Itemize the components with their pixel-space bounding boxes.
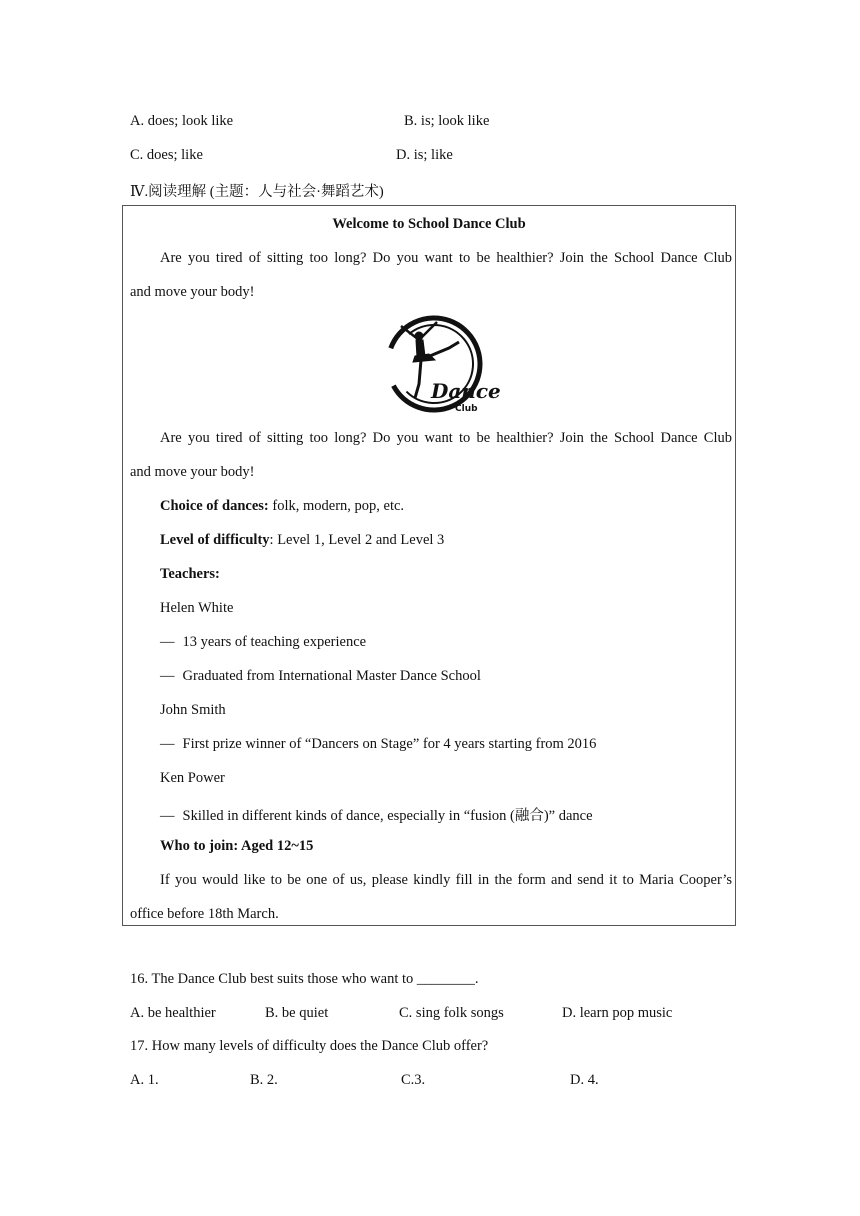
dash: —: [160, 736, 175, 752]
teacher-3-name: Ken Power: [160, 770, 225, 786]
closing-line-2: office before 18th March.: [130, 906, 279, 922]
dash: —: [160, 634, 175, 650]
dance-club-logo: [379, 314, 501, 418]
question-16-option-d: D. learn pop music: [562, 1005, 673, 1021]
question-16-option-c: C. sing folk songs: [399, 1005, 504, 1021]
question-16-option-b: B. be quiet: [265, 1005, 329, 1021]
teacher-3-detail-1-text: Skilled in different kinds of dance, especially in “fusion (融合)” dance: [182, 808, 593, 824]
level-label: Level of difficulty: [160, 532, 270, 548]
dash: —: [160, 808, 175, 824]
teacher-3-detail-1: [160, 804, 593, 825]
question-17-option-d: D. 4.: [570, 1072, 599, 1088]
question-17-option-b: B. 2.: [250, 1072, 278, 1088]
teacher-1-name: Helen White: [160, 600, 234, 616]
paragraph-2-line-1: Are you tired of sitting too long? Do you want to be healthier? Join the School Dance Club: [160, 430, 732, 446]
question-17-stem: 17. How many levels of difficulty does the Dance Club offer?: [130, 1038, 489, 1054]
question-17-option-a: A. 1.: [130, 1072, 159, 1088]
option-a: A. does; look like: [130, 113, 234, 129]
choice-of-dances: [160, 498, 404, 515]
question-17-option-c: C.3.: [401, 1072, 426, 1088]
paragraph-2-line-2: and move your body!: [130, 464, 255, 480]
who-to-join: Who to join: Aged 12~15: [160, 838, 314, 854]
teachers-heading: Teachers:: [160, 566, 220, 582]
teacher-1-detail-2: [160, 668, 481, 685]
teacher-1-detail-2-text: Graduated from International Master Dance School: [182, 668, 481, 684]
teacher-2-detail-1-text: First prize winner of “Dancers on Stage” for 4 years starting from 2016: [182, 736, 597, 752]
paragraph-1-line-2: and move your body!: [130, 284, 255, 300]
paragraph-1-line-1: Are you tired of sitting too long? Do you want to be healthier? Join the School Dance Club: [160, 250, 732, 266]
option-c: C. does; like: [130, 147, 203, 163]
closing-line-1: If you would like to be one of us, please kindly fill in the form and send it to Maria Cooper’s: [160, 872, 732, 888]
question-16-stem: 16. The Dance Club best suits those who want to ________.: [130, 971, 479, 987]
choice-value: folk, modern, pop, etc.: [268, 498, 405, 514]
teacher-1-detail-1: [160, 634, 366, 651]
passage-title: Welcome to School Dance Club: [332, 216, 526, 232]
option-d: D. is; like: [396, 147, 453, 163]
question-16-option-a: A. be healthier: [130, 1005, 216, 1021]
teacher-2-name: John Smith: [160, 702, 226, 718]
level-of-difficulty: [160, 532, 444, 549]
logo-text-main: Dance: [431, 379, 501, 403]
teacher-1-detail-1-text: 13 years of teaching experience: [182, 634, 367, 650]
choice-label: Choice of dances:: [160, 498, 269, 514]
section-heading: Ⅳ.阅读理解 (主题：人与社会·舞蹈艺术): [130, 184, 384, 200]
passage-box: [122, 205, 736, 926]
level-value: : Level 1, Level 2 and Level 3: [269, 532, 445, 548]
option-b: B. is; look like: [404, 113, 490, 129]
dash: —: [160, 668, 175, 684]
logo-text-sub: Club: [455, 404, 478, 414]
teacher-2-detail-1: [160, 736, 596, 753]
